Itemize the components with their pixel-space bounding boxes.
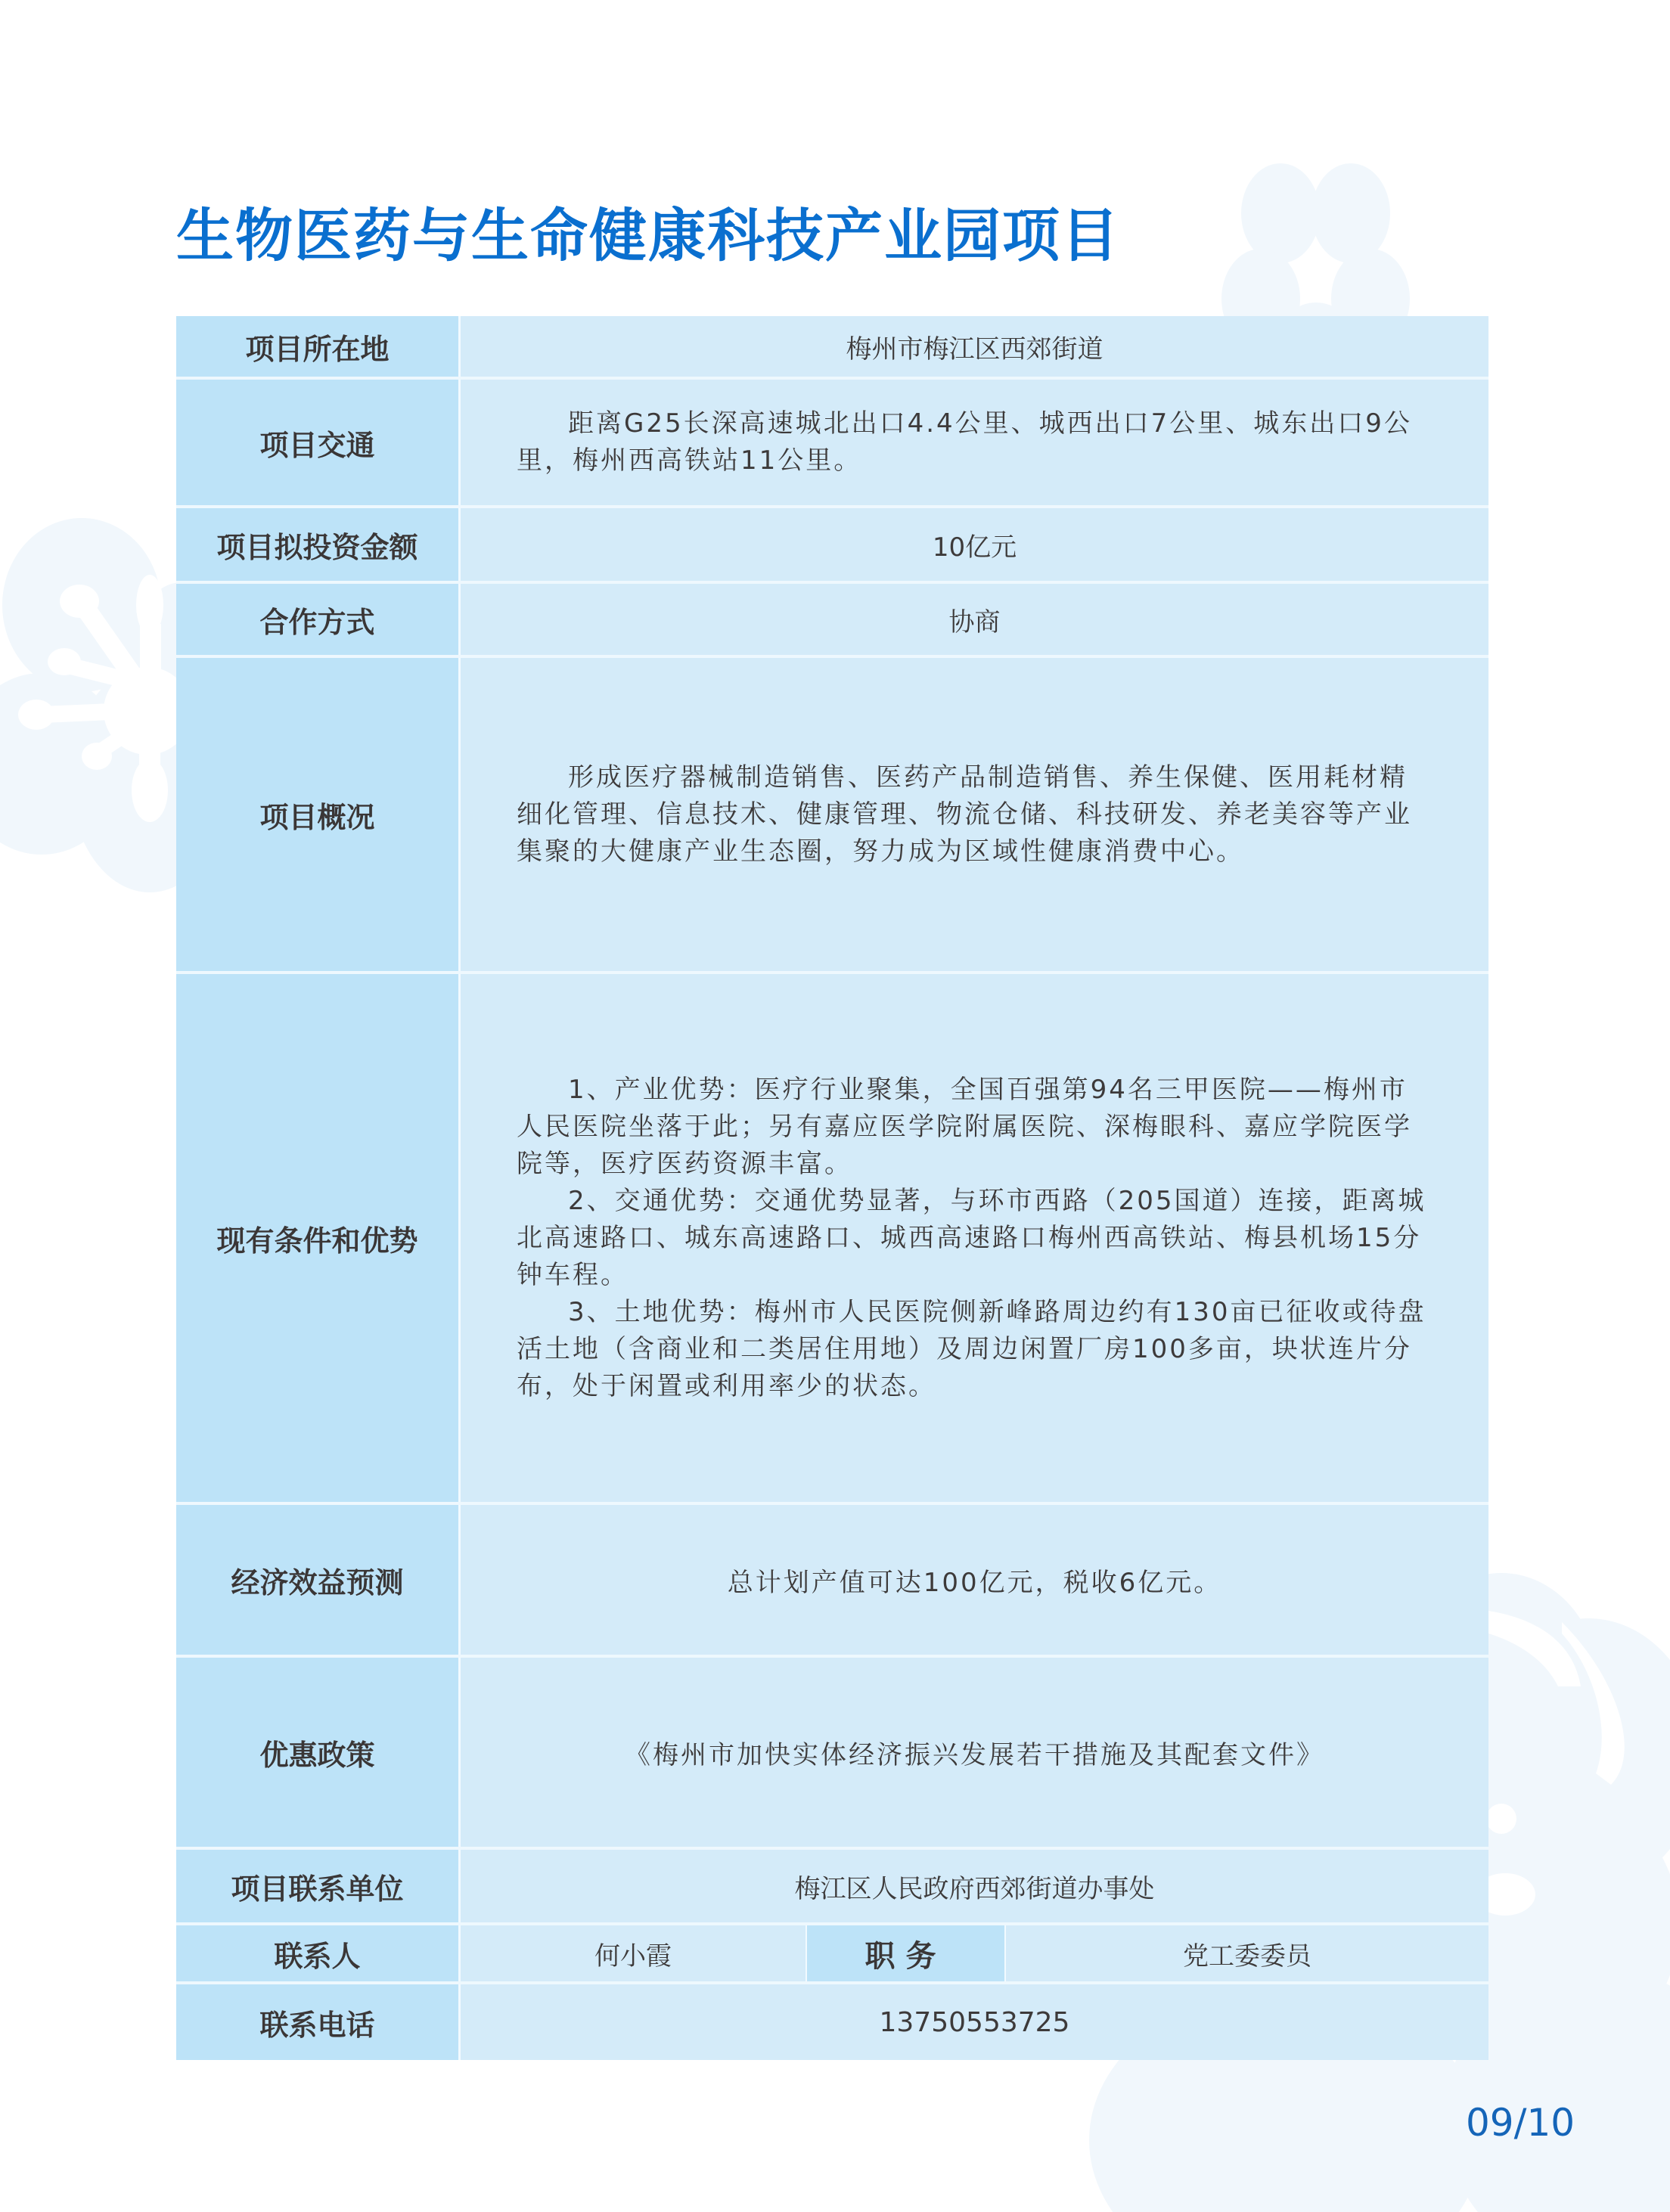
contact-person-name: 何小霞: [461, 1925, 806, 1981]
table-row-advantages: [176, 974, 1488, 1505]
overview-text: 形成医疗器械制造销售、医药产品制造销售、养生保健、医用耗材精细化管理、信息技术、健康管理、物流仓储、科技研发、养老美容等产业集聚的大健康产业生态圈，努力成为区域性健康消费中心。: [517, 762, 1412, 867]
investment-label: 项目拟投资金额: [176, 508, 461, 581]
location-value: 梅州市梅江区西郊街道: [461, 316, 1488, 377]
overview-value: [461, 658, 1488, 971]
phone-value: 13750553725: [461, 1984, 1488, 2060]
advantage-item-industry: 1、产业优势：医疗行业聚集，全国百强第94名三甲医院——梅州市人民医院坐落于此；另有嘉应医学院附属医院、深梅眼科、嘉应学院医学院等，医疗医药资源丰富。: [517, 1074, 1412, 1179]
table-row-policy: [176, 1658, 1488, 1850]
cooperation-value: 协商: [461, 584, 1488, 655]
transport-value: [461, 380, 1488, 505]
table-row-overview: [176, 658, 1488, 974]
table-row-transport: [176, 380, 1488, 508]
table-row-investment: [176, 508, 1488, 584]
position-value: 党工委委员: [1006, 1925, 1488, 1981]
transport-text: 距离G25长深高速城北出口4.4公里、城西出口7公里、城东出口9公里，梅州西高铁站11公里。: [517, 408, 1412, 476]
advantages-label: 现有条件和优势: [176, 974, 461, 1502]
economic-forecast-label: 经济效益预测: [176, 1505, 461, 1655]
economic-forecast-value: 总计划产值可达100亿元，税收6亿元。: [461, 1505, 1488, 1655]
contact-unit-value: 梅江区人民政府西郊街道办事处: [461, 1850, 1488, 1922]
policy-label: 优惠政策: [176, 1658, 461, 1847]
table-row-cooperation: [176, 584, 1488, 658]
policy-value: 《梅州市加快实体经济振兴发展若干措施及其配套文件》: [461, 1658, 1488, 1847]
contact-unit-label: 项目联系单位: [176, 1850, 461, 1922]
project-info-table: [176, 316, 1488, 2060]
table-row-contact-unit: [176, 1850, 1488, 1925]
advantages-value: [461, 974, 1488, 1502]
table-row-phone: [176, 1984, 1488, 2060]
table-row-location: [176, 316, 1488, 380]
table-row-contact-person: [176, 1925, 1488, 1984]
advantage-item-transport: 2、交通优势：交通优势显著，与环市西路（205国道）连接，距离城北高速路口、城东高速路口、城西高速路口梅州西高铁站、梅县机场15分钟车程。: [517, 1185, 1426, 1290]
phone-label: 联系电话: [176, 1984, 461, 2060]
page-number: 09/10: [1466, 2101, 1575, 2145]
table-row-economic-forecast: [176, 1505, 1488, 1658]
overview-label: 项目概况: [176, 658, 461, 971]
cooperation-label: 合作方式: [176, 584, 461, 655]
position-label: 职务: [806, 1925, 1006, 1981]
location-label: 项目所在地: [176, 316, 461, 377]
transport-label: 项目交通: [176, 380, 461, 505]
contact-person-label: 联系人: [176, 1925, 461, 1981]
investment-value: 10亿元: [461, 508, 1488, 581]
advantage-item-land: 3、土地优势：梅州市人民医院侧新峰路周边约有130亩已征收或待盘活土地（含商业和二类居住用地）及周边闲置厂房100多亩，块状连片分布，处于闲置或利用率少的状态。: [517, 1296, 1426, 1401]
page-title: 生物医药与生命健康科技产业园项目: [176, 202, 1120, 269]
